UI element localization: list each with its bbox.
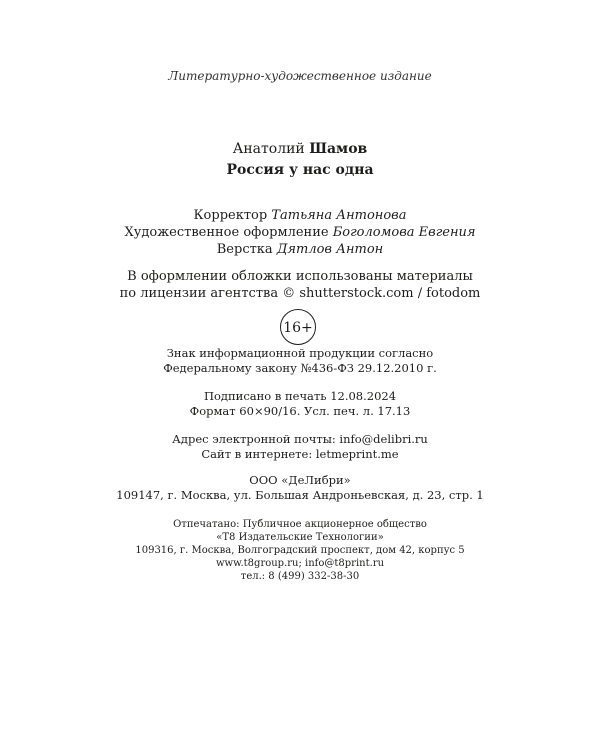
credit-role: Художественное оформление	[124, 225, 329, 240]
author-name	[0, 141, 600, 157]
author-last-name: Шамов	[309, 141, 368, 157]
printer-phone: тел.: 8 (499) 332-38-30	[240, 571, 360, 582]
print-signed-date: Подписано в печать 12.08.2024	[203, 389, 397, 403]
publisher-name: ООО «ДеЛибри»	[249, 473, 351, 487]
printer-web: www.t8group.ru; info@t8print.ru	[215, 558, 385, 569]
contact-email: Адрес электронной почты: info@delibri.ru	[172, 432, 428, 446]
age-notice-line-1: Знак информационной продукции согласно	[166, 346, 434, 360]
credit-designer	[0, 225, 600, 240]
cover-note-line-1: В оформлении обложки использованы материалы	[127, 269, 473, 284]
credit-role: Корректор	[193, 208, 268, 223]
age-notice-line-2: Федеральному закону №436-ФЗ 29.12.2010 г.	[163, 361, 437, 375]
print-format: Формат 60×90/16. Усл. печ. л. 17.13	[189, 404, 411, 418]
printer-address: 109316, г. Москва, Волгоградский проспект, дом 42, корпус 5	[135, 545, 465, 556]
cover-note-line-2: по лицензии агентства © shutterstock.com / fotodom	[119, 286, 481, 301]
printer-line-1: Отпечатано: Публичное акционерное общество	[173, 519, 427, 530]
credit-layout	[0, 242, 600, 257]
publisher-address: 109147, г. Москва, ул. Большая Андроньевская, д. 23, стр. 1	[116, 488, 484, 502]
book-title: Россия у нас одна	[226, 162, 374, 178]
credit-name: Татьяна Антонова	[271, 208, 407, 223]
credit-name: Боголомова Евгения	[332, 225, 476, 240]
credit-role: Верстка	[216, 242, 273, 257]
author-first-name: Анатолий	[232, 141, 305, 157]
credit-name: Дятлов Антон	[276, 242, 384, 257]
contact-site: Сайт в интернете: letmeprint.me	[201, 447, 399, 461]
age-rating-badge: 16+	[280, 309, 316, 345]
credit-proofreader	[0, 208, 600, 223]
edition-type: Литературно-художественное издание	[168, 69, 432, 83]
printer-line-2: «Т8 Издательские Технологии»	[216, 532, 384, 543]
